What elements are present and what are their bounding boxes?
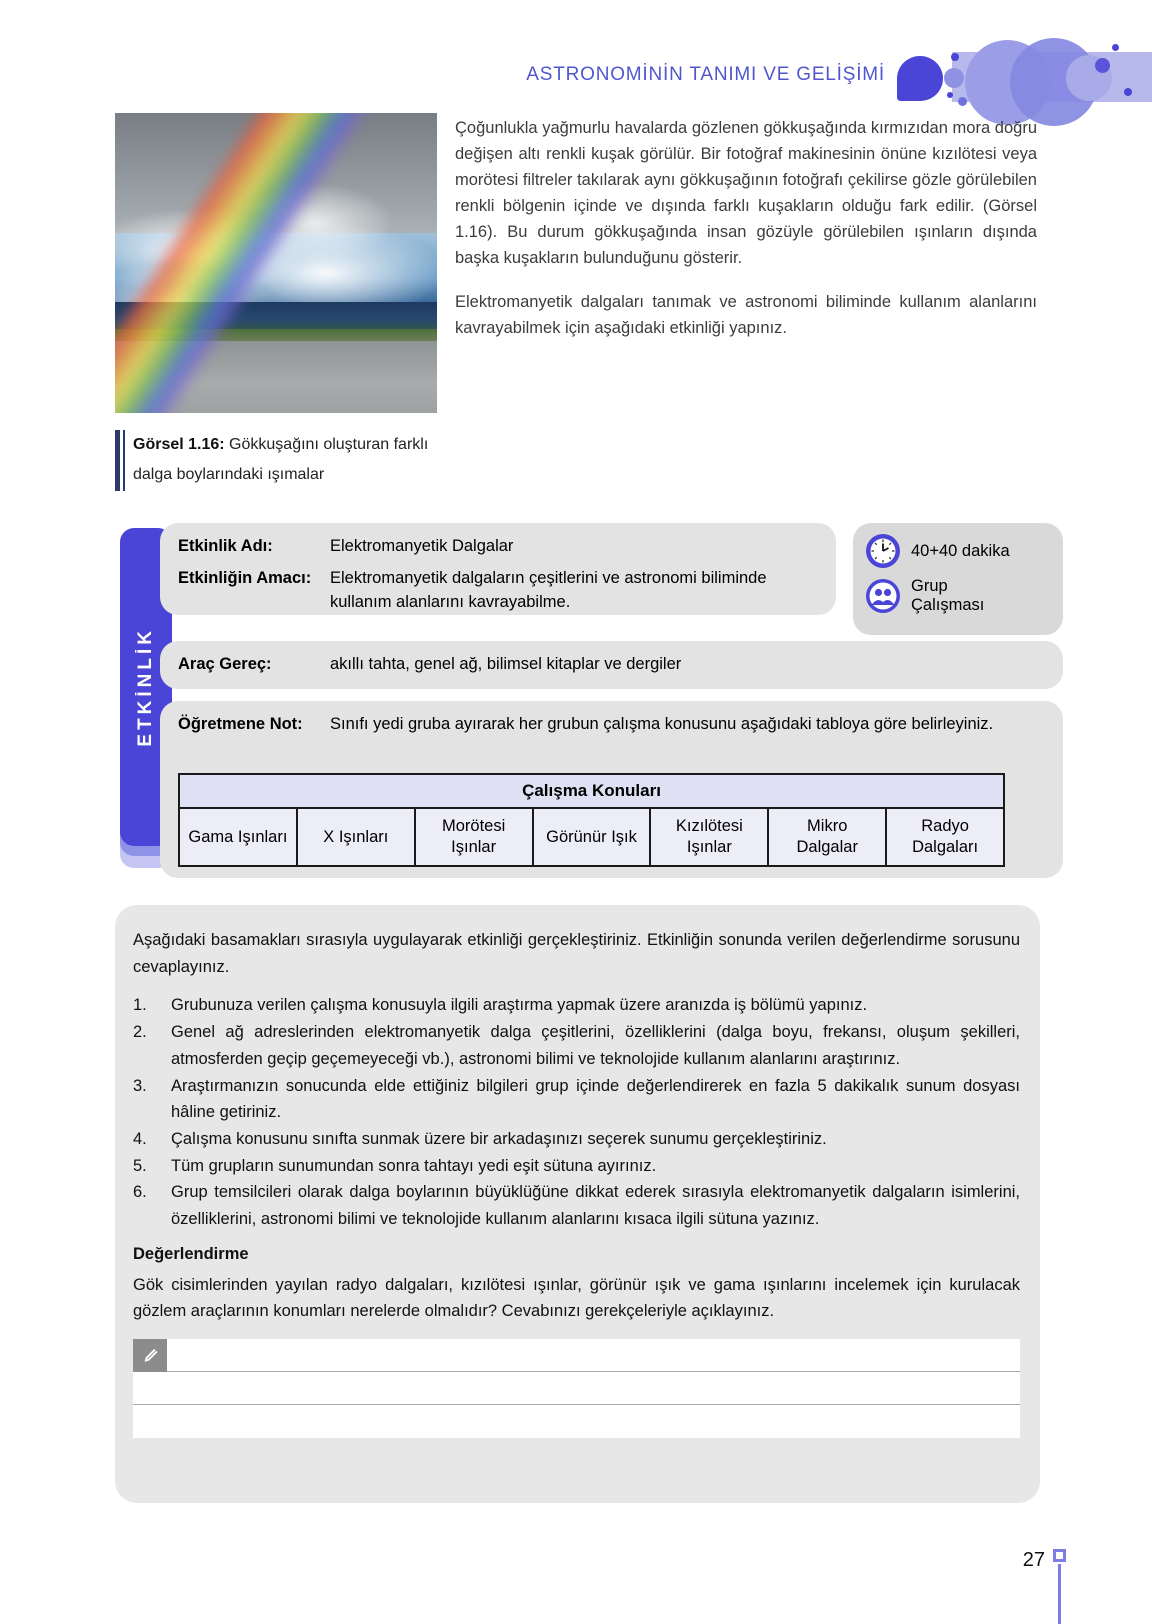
activity-header-box <box>160 523 836 615</box>
activity-purpose-value: Elektromanyetik dalgaların çeşitlerini ve astronomi biliminde kullanım alanlarını kavrayabilme. <box>330 568 767 611</box>
decor-dot <box>944 68 964 88</box>
decor-dot <box>947 92 953 98</box>
list-item <box>133 1073 1020 1126</box>
table-cell: Görünür Işık <box>534 809 652 865</box>
intro-paragraph-1: Çoğunlukla yağmurlu havalarda gözlenen gökkuşağında kırmızıdan mora doğru değişen altı renkli kuşak görülür. Bir fotoğraf makinesinin önüne kızılötesi veya morötesi filtreler takılarak aynı gökkuşağının fotoğrafı çekilirse gözle görülebilen renkli bölgenin içinde ve dışında farklı kuşakların olduğu fark edilir. (Görsel 1.16). Bu durum gökkuşağında insan gözüyle görülebilen ışınların dışında başka kuşakların bulunduğunu gösterir. <box>455 119 1037 268</box>
caption-label: Görsel 1.16: <box>133 436 225 453</box>
step-number: 5. <box>133 1156 147 1175</box>
answer-line <box>133 1339 1020 1372</box>
activity-note-value: Sınıfı yedi gruba ayırarak her grubun çalışma konusunu aşağıdaki tabloya göre belirleyiniz. <box>330 715 994 733</box>
table-cell: Kızılötesi Işınlar <box>651 809 769 865</box>
activity-duration: 40+40 dakika <box>911 541 1010 560</box>
activity-note-label: Öğretmene Not: <box>178 715 303 733</box>
step-text: Çalışma konusunu sınıfta sunmak üzere bir arkadaşınızı seçerek sunumu gerçekleştiriniz. <box>171 1130 827 1149</box>
figure-caption <box>115 430 460 491</box>
step-text: Grubunuza verilen çalışma konusuyla ilgili araştırma yapmak üzere aranızda iş bölümü yapınız. <box>171 996 868 1015</box>
step-number: 2. <box>133 1023 147 1042</box>
activity-purpose-label: Etkinliğin Amacı: <box>178 568 312 587</box>
intro-text <box>455 115 1037 342</box>
activity-mode: Grup Çalışması <box>911 577 985 614</box>
step-text: Genel ağ adreslerinden elektromanyetik dalga çeşitlerini, özelliklerini (dalga boyu, frekansı, oluşum şekilleri, atmosferden geçip geçemeyeceği vb.), astronomi bilimi ve teknolojide kullanım alanlarını araştırınız. <box>171 1023 1020 1068</box>
page-number: 27 <box>1022 1549 1045 1571</box>
list-item <box>133 992 1020 1019</box>
answer-line <box>133 1372 1020 1405</box>
decor-dot <box>958 97 967 106</box>
activity-info-box <box>853 523 1063 635</box>
steps-list <box>133 992 1020 1232</box>
activity-tools-box <box>160 641 1063 689</box>
activity-name-value: Elektromanyetik Dalgalar <box>330 537 514 555</box>
list-item <box>133 1153 1020 1180</box>
activity-tools-label: Araç Gereç: <box>178 655 272 673</box>
decor-dot <box>1112 44 1119 51</box>
table-cell: X Işınları <box>298 809 416 865</box>
table-cell: Morötesi Işınlar <box>416 809 534 865</box>
clock-icon <box>865 533 901 569</box>
instructions-section <box>115 905 1040 1503</box>
caption-bars-icon <box>115 430 127 491</box>
table-cell: Gama Işınları <box>180 809 298 865</box>
chapter-title: ASTRONOMİNİN TANIMI VE GELİŞİMİ <box>526 64 885 85</box>
activity-tools-value: akıllı tahta, genel ağ, bilimsel kitaplar ve dergiler <box>330 655 682 673</box>
step-number: 6. <box>133 1183 147 1202</box>
list-item <box>133 1019 1020 1072</box>
group-icon <box>865 578 901 614</box>
table-title: Çalışma Konuları <box>180 775 1003 809</box>
decor-dot <box>951 53 959 61</box>
evaluation-question: Gök cisimlerinden yayılan radyo dalgaları, kızılötesi ışınlar, görünür ışık ve gama ışınlarını incelemek için kurulacak gözlem araçlarının konumları nerelerde olmalıdır? Cevabınızı gerekçeleriyle açıklayınız. <box>133 1275 1020 1321</box>
footer-line <box>1058 1564 1061 1624</box>
study-topics-table <box>178 773 1005 867</box>
step-number: 3. <box>133 1076 147 1095</box>
table-cell: Radyo Dalgaları <box>887 809 1003 865</box>
header-decoration <box>0 0 1152 110</box>
steps-intro: Aşağıdaki basamakları sırasıyla uygulayarak etkinliği gerçekleştiriniz. Etkinliğin sonunda verilen değerlendirme sorusunu cevaplayınız. <box>133 931 1020 976</box>
footer-square-icon <box>1053 1549 1066 1562</box>
intro-paragraph-2: Elektromanyetik dalgaları tanımak ve astronomi biliminde kullanım alanlarını kavrayabilmek için aşağıdaki etkinliği yapınız. <box>455 293 1037 338</box>
step-text: Araştırmanızın sonucunda elde ettiğiniz bilgileri grup içinde değerlendirerek en fazla 5 dakikalık sunum dosyası hâline getiriniz. <box>171 1076 1020 1122</box>
caption-text: Gökkuşağını oluşturan farklı dalga boylarındaki ışımalar <box>133 436 429 484</box>
answer-lines <box>133 1339 1020 1438</box>
pencil-icon <box>133 1339 167 1372</box>
activity-tab-label: ETKİNLİK <box>135 627 156 747</box>
step-text: Grup temsilcileri olarak dalga boylarının büyüklüğüne dikkat ederek sırasıyla elektromanyetik dalgaların isimlerini, özelliklerini, astronomi bilimi ve teknolojide kullanım alanlarını kısaca ilgili sütuna yazınız. <box>171 1183 1020 1229</box>
answer-line <box>133 1405 1020 1438</box>
rainbow-photo <box>115 113 437 413</box>
decor-dot <box>1095 58 1110 73</box>
list-item <box>133 1126 1020 1153</box>
step-text: Tüm grupların sunumundan sonra tahtayı yedi eşit sütuna ayırınız. <box>171 1156 657 1175</box>
decor-dot <box>1124 88 1132 96</box>
table-cell: Mikro Dalgalar <box>769 809 887 865</box>
evaluation-heading: Değerlendirme <box>133 1244 249 1263</box>
step-number: 1. <box>133 996 147 1015</box>
activity-name-label: Etkinlik Adı: <box>178 537 273 555</box>
step-number: 4. <box>133 1130 147 1149</box>
list-item <box>133 1179 1020 1232</box>
teardrop-blob-icon <box>897 56 943 101</box>
